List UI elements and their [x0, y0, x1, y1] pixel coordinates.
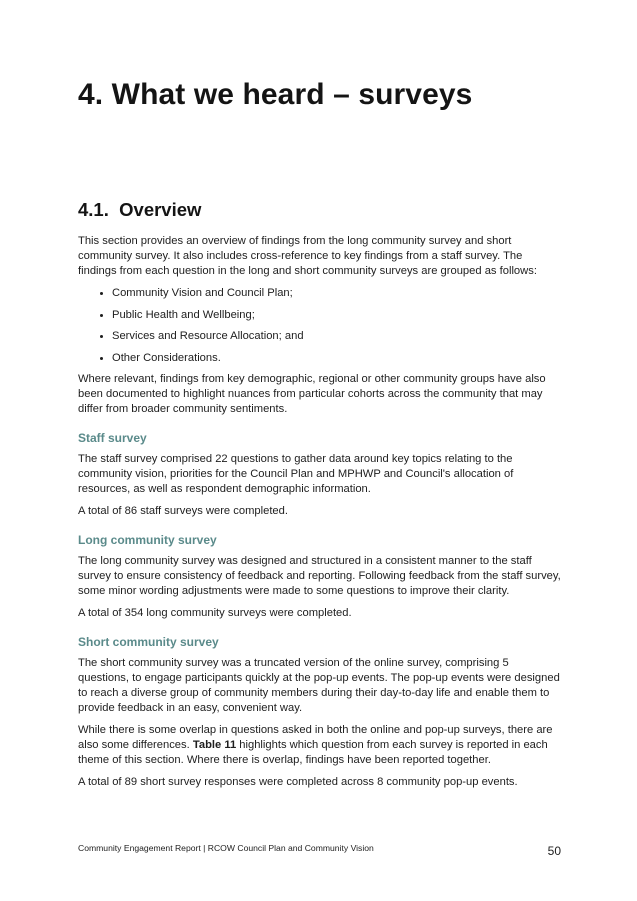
list-item: • Public Health and Wellbeing;: [112, 308, 562, 323]
section-number: 4.1.: [78, 199, 109, 220]
overlap-text-start: While there is some overlap in questions asked in both the online and pop-up surveys, there are also some differences.: [78, 724, 553, 751]
chapter-number: 4.: [78, 78, 104, 111]
long-survey-description: The long community survey was designed and structured in a consistent manner to the staff survey to ensure consistency of feedback and reporting. Following feedback from the staff survey, some minor wording adjustments were made to some questions to improve their clarity.: [78, 555, 561, 597]
short-survey-heading: Short community survey: [78, 635, 219, 649]
short-survey-description: The short community survey was a truncated version of the online survey, comprising 5 questions, to engage participants quickly at the pop-up events. The pop-up events were designed to reach a diverse group of community members during their day-to-day life and enable them to provide feedback in an easy, convenient way.: [78, 657, 560, 714]
list-item: • Community Vision and Council Plan;: [112, 286, 562, 301]
staff-survey-description: The staff survey comprised 22 questions to gather data around key topics relating to the community vision, priorities for the Council Plan and MPHWP and Council's allocation of resources, as well as respondent demographic information.: [78, 453, 514, 495]
long-survey-total: A total of 354 long community surveys were completed.: [78, 607, 352, 619]
chapter-heading: [78, 78, 472, 112]
footer-text: Community Engagement Report | RCOW Council Plan and Community Vision: [78, 843, 374, 853]
overlap-text-end: highlights which question from each survey is reported in each theme of this section. Where there is overlap, findings have been reported together.: [78, 739, 548, 766]
theme-list: [78, 286, 562, 366]
short-survey-overlap: [78, 723, 562, 768]
table-reference-link[interactable]: Table 11: [192, 739, 237, 751]
section-content: [78, 234, 562, 797]
page-number: 50: [547, 844, 561, 858]
list-item: • Other Considerations.: [112, 351, 562, 366]
short-survey-total: A total of 89 short survey responses were completed across 8 community pop-up events.: [78, 776, 518, 788]
list-item: • Services and Resource Allocation; and: [112, 329, 562, 344]
intro-paragraph: This section provides an overview of findings from the long community survey and short community survey. It also includes cross-reference to key findings from a staff survey. The findings from each question in the long and short community surveys are grouped as follows:: [78, 235, 537, 277]
relevance-paragraph: Where relevant, findings from key demographic, regional or other community groups have also been documented to highlight nuances from particular cohorts across the community that may differ from broader community sentiments.: [78, 373, 546, 415]
section-title: Overview: [119, 199, 202, 220]
chapter-title: What we heard – surveys: [111, 78, 473, 111]
staff-survey-heading: Staff survey: [78, 431, 147, 445]
staff-survey-total: A total of 86 staff surveys were completed.: [78, 505, 288, 517]
section-heading: [78, 199, 201, 221]
long-survey-heading: Long community survey: [78, 533, 217, 547]
